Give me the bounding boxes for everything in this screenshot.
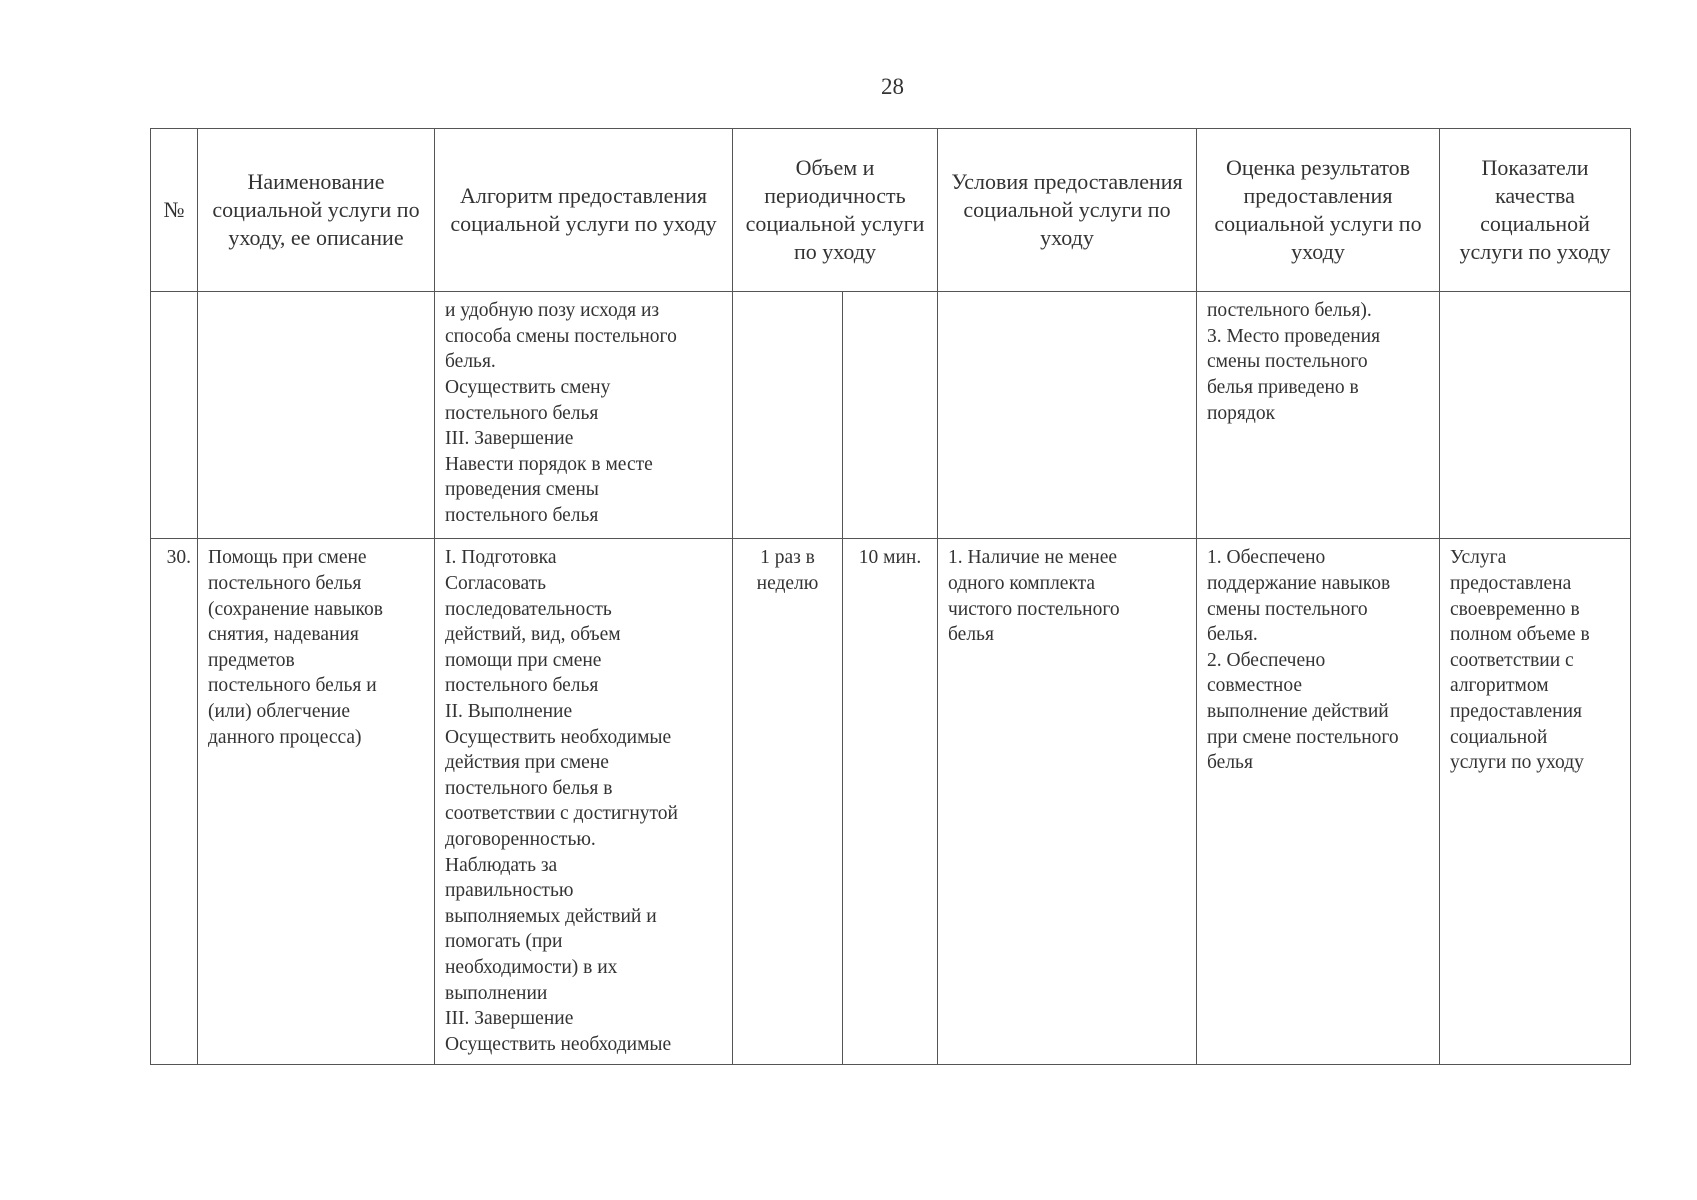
header-algorithm: Алгоритм предоставления социальной услуги по уходу bbox=[435, 129, 733, 292]
row30-conditions: 1. Наличие не менее одного комплекта чистого постельного белья bbox=[948, 547, 1120, 646]
row30-conditions-cell bbox=[938, 539, 1197, 1065]
cont-evaluation-text: постельного белья). 3. Место проведения смены постельного белья приведено в порядок bbox=[1207, 300, 1381, 424]
header-quality: Показатели качества социальной услуги по уходу bbox=[1440, 129, 1631, 292]
header-num: № bbox=[151, 129, 198, 292]
header-evaluation: Оценка результатов предоставления социальной услуги по уходу bbox=[1197, 129, 1440, 292]
cont-frequency-cell bbox=[733, 292, 843, 539]
table-row-30 bbox=[151, 539, 1631, 1065]
row30-num: 30. bbox=[166, 547, 191, 569]
cont-quality-cell bbox=[1440, 292, 1631, 539]
row30-evaluation-cell bbox=[1197, 539, 1440, 1065]
header-name: Наименование социальной услуги по уходу, ее описание bbox=[198, 129, 435, 292]
cont-duration-cell bbox=[843, 292, 938, 539]
row30-algorithm: I. Подготовка Согласовать последовательность действий, вид, объем помощи при смене постельного белья II. Выполнение Осуществить необходимые действия при смене постельного белья в соответствии с достигнутой договоренностью. Наблюдать за правильностью выполняемых действий и помогать (при необходимости) в их выполнении III. Завершение Осуществить необходимые bbox=[445, 547, 678, 1055]
row30-quality: Услуга предоставлена своевременно в полном объеме в соответствии с алгоритмом предоставления социальной услуги по уходу bbox=[1450, 547, 1590, 774]
row30-num-cell bbox=[151, 539, 198, 1065]
row30-duration: 10 мин. bbox=[858, 547, 922, 569]
row30-algorithm-cell bbox=[435, 539, 733, 1065]
cont-algorithm-text: и удобную позу исходя из способа смены постельного белья. Осуществить смену постельного белья III. Завершение Навести порядок в месте проведения смены постельного белья bbox=[445, 300, 677, 526]
cont-conditions-cell bbox=[938, 292, 1197, 539]
row30-name: Помощь при смене постельного белья (сохранение навыков снятия, надевания предметов постельного белья и (или) облегчение данного процесса) bbox=[208, 547, 383, 748]
cont-num-cell bbox=[151, 292, 198, 539]
cont-algorithm-cell bbox=[435, 292, 733, 539]
cont-name-cell bbox=[198, 292, 435, 539]
row30-frequency: 1 раз в неделю bbox=[756, 547, 819, 595]
row30-name-cell bbox=[198, 539, 435, 1065]
row30-duration-cell bbox=[843, 539, 938, 1065]
header-conditions: Условия предоставления социальной услуги по уходу bbox=[938, 129, 1197, 292]
table-row-continuation bbox=[151, 292, 1631, 539]
table-header-row bbox=[151, 129, 1631, 292]
header-volume: Объем и периодичность социальной услуги по уходу bbox=[733, 129, 938, 292]
row30-frequency-cell bbox=[733, 539, 843, 1065]
page-number: 28 bbox=[881, 74, 904, 99]
row30-quality-cell bbox=[1440, 539, 1631, 1065]
cont-evaluation-cell bbox=[1197, 292, 1440, 539]
services-table bbox=[150, 128, 1631, 1065]
row30-evaluation: 1. Обеспечено поддержание навыков смены постельного белья. 2. Обеспечено совместное выполнение действий при смене постельного белья bbox=[1207, 547, 1399, 774]
